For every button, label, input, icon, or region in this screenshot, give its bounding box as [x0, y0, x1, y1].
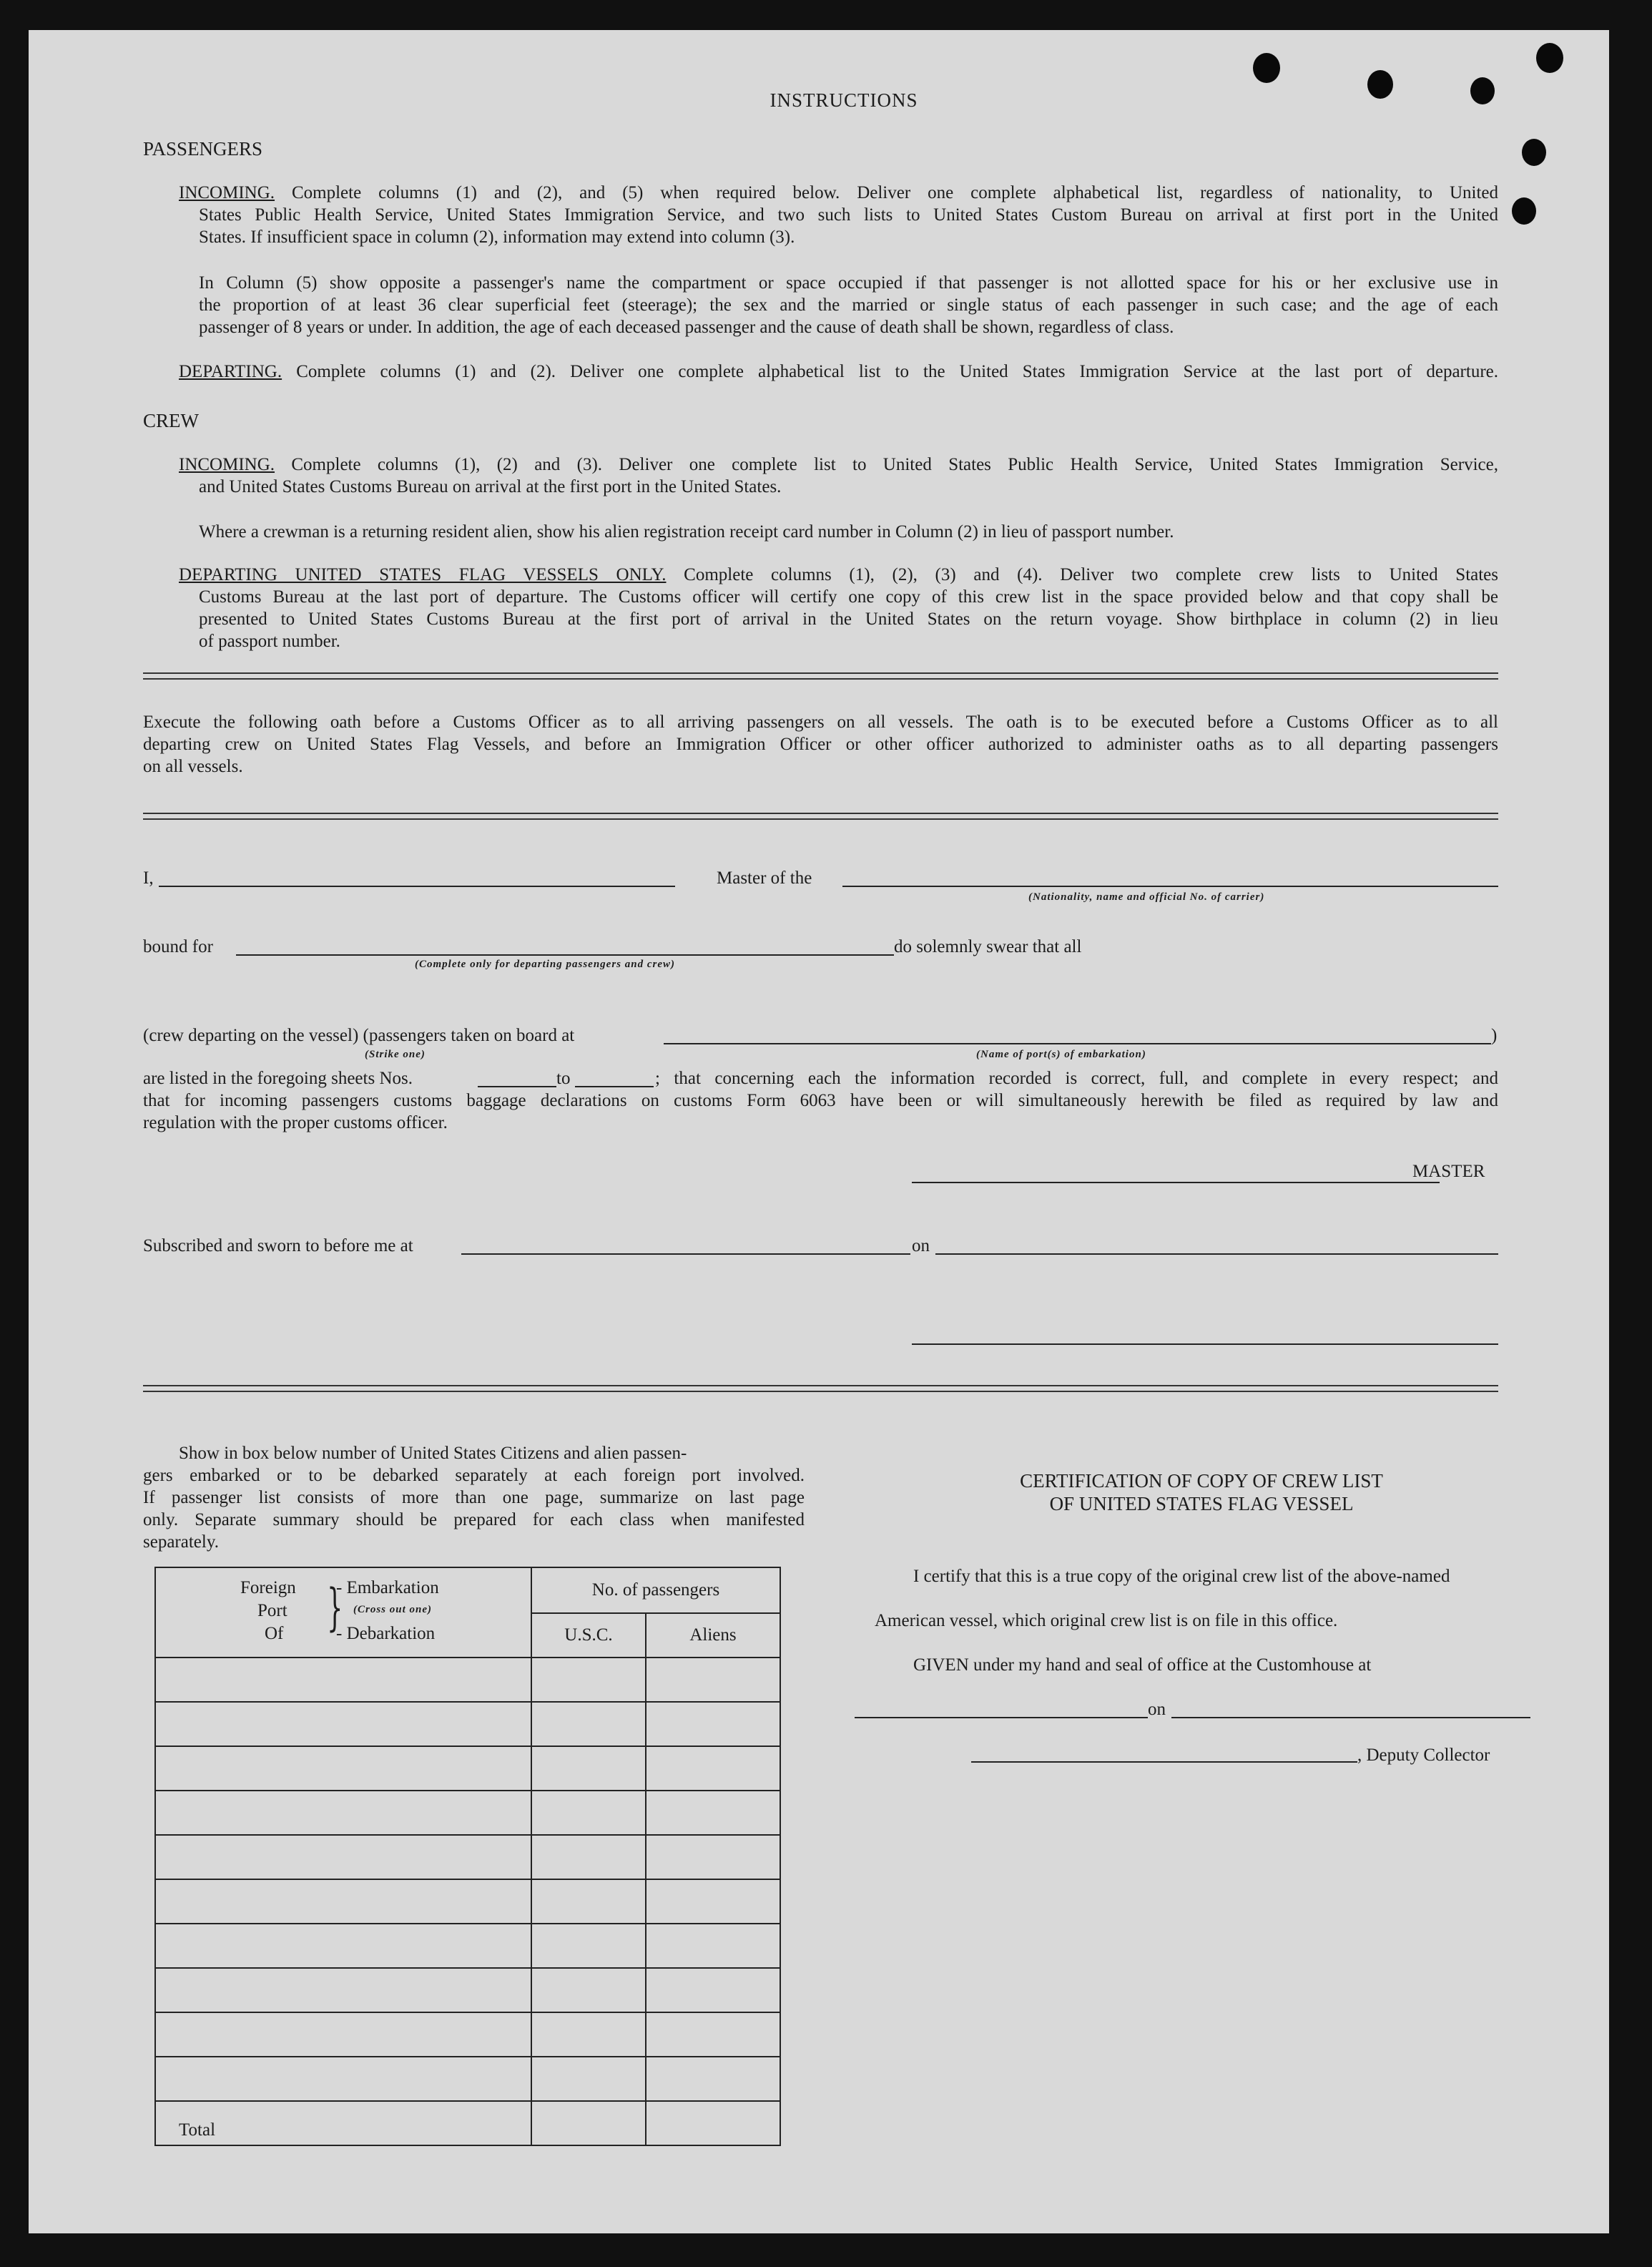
port-cell[interactable]: [155, 1702, 531, 1746]
aliens-cell[interactable]: [646, 2012, 780, 2057]
nationality-caption: (Nationality, name and official No. of carrier): [1028, 891, 1265, 903]
oath-line: that for incoming passengers customs baggage declarations on customs Form 6063 have been or will simultaneously herewith be filed as required by law and: [143, 1091, 1498, 1110]
aliens-cell[interactable]: [646, 1968, 780, 2012]
crew-departing-line: presented to United States Customs Bureau at the first port of arrival in the United States on the return voyage. Show birthplace in column (2) in lieu: [199, 609, 1498, 629]
port-header-cell: [155, 1567, 531, 1658]
aliens-cell[interactable]: [646, 1702, 780, 1746]
table-row: [155, 1924, 780, 1968]
divider: [143, 672, 1498, 680]
port-cell[interactable]: [155, 1968, 531, 2012]
subscribed-place-field[interactable]: [461, 1253, 910, 1255]
column5-line: passenger of 8 years or under. In addition, the age of each deceased passenger and the cause of death shall be shown, regardless of class.: [199, 318, 1174, 337]
usc-cell[interactable]: [531, 1658, 646, 1702]
master-of-the-label: Master of the: [717, 868, 812, 888]
master-name-field[interactable]: [159, 886, 675, 887]
summary-instruction-line: separately.: [143, 1532, 219, 1552]
usc-cell[interactable]: [531, 1746, 646, 1791]
total-aliens-cell[interactable]: [646, 2101, 780, 2145]
aliens-cell[interactable]: [646, 2057, 780, 2101]
certification-title: CERTIFICATION OF COPY OF CREW LIST: [1020, 1470, 1383, 1492]
officer-signature-field[interactable]: [912, 1343, 1498, 1345]
oath-instruction-line: departing crew on United States Flag Vessels, and before an Immigration Officer or other officer authorized to administer oaths as to all departing passengers: [143, 735, 1498, 754]
swear-text: do solemnly swear that all: [894, 937, 1082, 956]
aliens-cell[interactable]: [646, 1924, 780, 1968]
sheet-from-field[interactable]: [478, 1086, 556, 1087]
master-label: MASTER: [1412, 1162, 1485, 1181]
crew-heading: CREW: [143, 410, 199, 431]
master-signature-field[interactable]: [912, 1182, 1440, 1183]
table-row: [155, 1702, 780, 1746]
table-row: [155, 1658, 780, 1702]
aliens-header: Aliens: [646, 1613, 780, 1658]
cert-date-field[interactable]: [1171, 1717, 1530, 1718]
summary-instruction-line: only. Separate summary should be prepared for each class when manifested: [143, 1510, 805, 1529]
carrier-field[interactable]: [842, 886, 1498, 887]
aliens-cell[interactable]: [646, 1791, 780, 1835]
strike-one-caption: (Strike one): [365, 1049, 426, 1060]
table-header-row: [155, 1567, 780, 1613]
port-cell[interactable]: [155, 2057, 531, 2101]
bound-for-label: bound for: [143, 937, 213, 956]
certify-line: I certify that this is a true copy of the original crew list of the above-named: [913, 1567, 1450, 1586]
usc-cell[interactable]: [531, 1702, 646, 1746]
crew-departing-line: of passport number.: [199, 632, 340, 651]
deputy-label: , Deputy Collector: [1357, 1745, 1490, 1765]
table-row: [155, 1746, 780, 1791]
usc-header: U.S.C.: [531, 1613, 646, 1658]
listed-prefix: are listed in the foregoing sheets Nos.: [143, 1069, 413, 1088]
close-paren: ): [1491, 1026, 1498, 1045]
aliens-cell[interactable]: [646, 1835, 780, 1879]
subscribed-date-field[interactable]: [935, 1253, 1498, 1255]
port-label: Port: [257, 1601, 287, 1620]
punch-hole: [1512, 197, 1536, 225]
table-row: [155, 1791, 780, 1835]
usc-cell[interactable]: [531, 1791, 646, 1835]
usc-cell[interactable]: [531, 2012, 646, 2057]
oath-line: regulation with the proper customs officer.: [143, 1113, 448, 1132]
crew-incoming-line: and United States Customs Bureau on arrival at the first port in the United States.: [199, 477, 782, 496]
of-label: Of: [265, 1624, 284, 1643]
punch-hole: [1536, 43, 1563, 73]
divider: [143, 1385, 1498, 1392]
total-row: [155, 2101, 780, 2145]
certify-line: American vessel, which original crew list is on file in this office.: [875, 1611, 1338, 1630]
port-cell[interactable]: [155, 2012, 531, 2057]
total-label: Total: [155, 2101, 531, 2145]
brace-icon: }: [327, 1578, 343, 1637]
aliens-cell[interactable]: [646, 1658, 780, 1702]
divider: [143, 813, 1498, 820]
given-line: GIVEN under my hand and seal of office at the Customhouse at: [913, 1655, 1372, 1675]
page-title: INSTRUCTIONS: [770, 89, 918, 111]
total-usc-cell[interactable]: [531, 2101, 646, 2145]
passengers-departing-line: DEPARTING. Complete columns (1) and (2). Deliver one complete alphabetical list to the United States Immigration Service at the last port of departure.: [179, 362, 1498, 381]
aliens-cell[interactable]: [646, 1879, 780, 1924]
ports-field[interactable]: [664, 1043, 1491, 1044]
oath-instruction-line: Execute the following oath before a Customs Officer as to all arriving passengers on all vessels. The oath is to be executed before a Customs Officer as to all: [143, 713, 1498, 732]
column5-line: In Column (5) show opposite a passenger's name the compartment or space occupied if that passenger is not allotted space for his or her exclusive use in: [199, 273, 1498, 293]
crew-departing-label: DEPARTING UNITED STATES FLAG VESSELS ONLY.: [179, 565, 667, 584]
no-of-passengers-header: No. of passengers: [531, 1567, 780, 1613]
usc-cell[interactable]: [531, 1879, 646, 1924]
crew-incoming-line: INCOMING. Complete columns (1), (2) and (3). Deliver one complete list to United States Public Health Service, United States Immigration Service,: [179, 455, 1498, 474]
summary-rows: [155, 1658, 780, 2101]
foreign-label: Foreign: [240, 1578, 296, 1597]
table-row: [155, 1835, 780, 1879]
crew-departing-line: Customs Bureau at the last port of departure. The Customs officer will certify one copy of this crew list in the space provided below and that copy shall be: [199, 587, 1498, 607]
passengers-departing-label: DEPARTING.: [179, 362, 282, 381]
summary-instruction-line: gers embarked or to be debarked separately at each foreign port involved.: [143, 1466, 805, 1485]
summary-instruction-line: Show in box below number of United States Citizens and alien passen-: [179, 1444, 687, 1463]
subscribed-label: Subscribed and sworn to before me at: [143, 1236, 413, 1255]
punch-hole: [1253, 53, 1280, 83]
crew-departing-text: (crew departing on the vessel) (passengers taken on board at: [143, 1026, 575, 1045]
table-row: [155, 1968, 780, 2012]
ports-caption: (Name of port(s) of embarkation): [976, 1049, 1146, 1060]
debarkation-label: - Debarkation: [336, 1624, 436, 1643]
aliens-cell[interactable]: [646, 1746, 780, 1791]
punch-hole: [1522, 139, 1546, 166]
on-label: on: [912, 1236, 930, 1255]
passengers-heading: PASSENGERS: [143, 138, 263, 160]
form-page: [29, 30, 1609, 2233]
table-row: [155, 1879, 780, 1924]
summary-instruction-line: If passenger list consists of more than one page, summarize on last page: [143, 1488, 805, 1507]
passengers-incoming-label: INCOMING.: [179, 183, 275, 202]
cross-out-caption: (Cross out one): [353, 1604, 433, 1615]
certification-title: OF UNITED STATES FLAG VESSEL: [1049, 1493, 1354, 1514]
usc-cell[interactable]: [531, 1968, 646, 2012]
passengers-incoming-line: States Public Health Service, United States Immigration Service, and two such lists to United States Custom Bureau on arrival at first port in the United: [199, 205, 1498, 225]
bound-for-field[interactable]: [236, 954, 894, 956]
usc-cell[interactable]: [531, 1924, 646, 1968]
table-row: [155, 2057, 780, 2101]
column5-line: the proportion of at least 36 clear superficial feet (steerage); the sex and the married or single status of each passenger in such case; and the age of each: [199, 295, 1498, 315]
usc-cell[interactable]: [531, 2057, 646, 2101]
port-cell[interactable]: [155, 1879, 531, 1924]
port-cell[interactable]: [155, 1835, 531, 1879]
listed-suffix: ; that concerning each the information recorded is correct, full, and complete in every respect; and: [655, 1069, 1498, 1088]
oath-i-label: I,: [143, 868, 154, 888]
sheet-to-field[interactable]: [575, 1086, 654, 1087]
port-cell[interactable]: [155, 1924, 531, 1968]
complete-only-caption: (Complete only for departing passengers and crew): [415, 959, 675, 970]
passengers-incoming-line: States. If insufficient space in column (2), information may extend into column (3).: [199, 227, 795, 247]
cert-on-label: on: [1148, 1700, 1166, 1719]
to-label: to: [556, 1069, 571, 1088]
deputy-signature-field[interactable]: [971, 1761, 1357, 1763]
oath-instruction-line: on all vessels.: [143, 757, 243, 776]
passengers-incoming-line: INCOMING. Complete columns (1) and (2), and (5) when required below. Deliver one complete alphabetical list, regardless of nationality, to United: [179, 183, 1499, 202]
table-row: [155, 2012, 780, 2057]
crew-incoming-label: INCOMING.: [179, 455, 275, 474]
port-cell[interactable]: [155, 1791, 531, 1835]
embarkation-label: - Embarkation: [336, 1578, 439, 1597]
port-cell[interactable]: [155, 1658, 531, 1702]
usc-cell[interactable]: [531, 1835, 646, 1879]
port-cell[interactable]: [155, 1746, 531, 1791]
customhouse-field[interactable]: [855, 1717, 1148, 1718]
passenger-summary-table: [154, 1567, 781, 2146]
crewman-note: Where a crewman is a returning resident alien, show his alien registration receipt card number in Column (2) in lieu of passport number.: [199, 522, 1174, 542]
crew-departing-line: DEPARTING UNITED STATES FLAG VESSELS ONLY. Complete columns (1), (2), (3) and (4). Deliver two complete crew lists to United States: [179, 565, 1499, 584]
